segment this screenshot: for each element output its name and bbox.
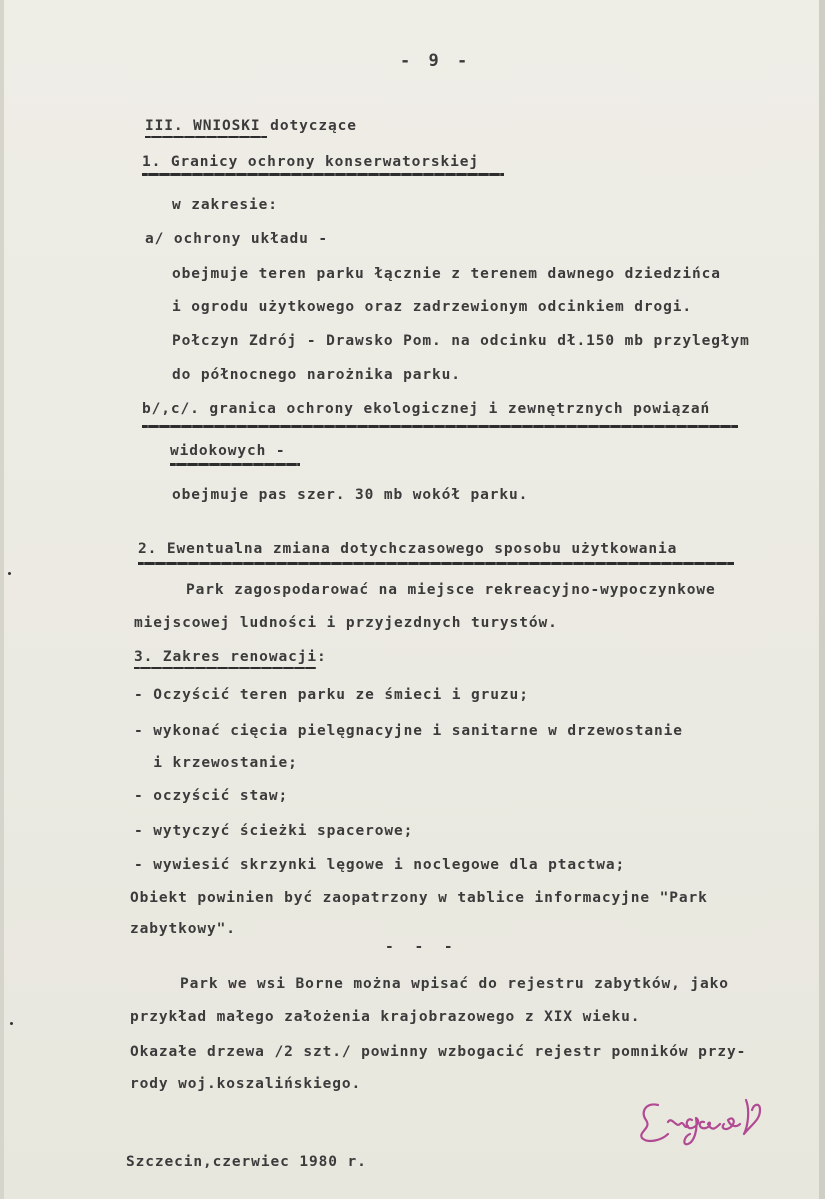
section3-underline <box>134 667 316 669</box>
item-bc-line: obejmuje pas szer. 30 mb wokół parku. <box>172 487 529 503</box>
section-heading: III. WNIOSKI dotyczące <box>145 118 357 134</box>
handwritten-signature <box>628 1080 798 1150</box>
section3-line: - oczyścić staw; <box>134 788 289 804</box>
separator: - - - <box>385 939 459 955</box>
conclusion-line: Park we wsi Borne można wpisać do rejestru zabytków, jako <box>180 976 729 992</box>
conclusion-line: rody woj.koszalińskiego. <box>130 1076 362 1092</box>
scan-speck <box>10 1022 13 1025</box>
conclusion-line: przykład małego założenia krajobrazowego z XIX wieku. <box>130 1009 641 1025</box>
item-a-line: do północnego narożnika parku. <box>172 367 461 383</box>
item-a-line: obejmuje teren parku łącznie z terenem dawnego dziedzińca <box>172 266 721 282</box>
section3-line: - wykonać cięcia pielęgnacyjne i sanitarne w drzewostanie <box>134 723 683 739</box>
section3-title: 3. Zakres renowacji: <box>134 649 327 665</box>
scan-speck <box>8 572 11 575</box>
section3-line: Obiekt powinien być zaopatrzony w tablice informacyjne "Park <box>130 890 708 906</box>
section1-underline <box>142 173 504 176</box>
section3-line: - Oczyścić teren parku ze śmieci i gruzu; <box>134 687 529 703</box>
item-bc-label: b/,c/. granica ochrony ekologicznej i zewnętrznych powiązań <box>142 401 711 417</box>
item-a-label: a/ ochrony układu - <box>145 231 328 247</box>
page-number: - 9 - <box>400 51 472 71</box>
section2-underline <box>138 562 734 565</box>
section2-line: miejscowej ludności i przyjezdnych turystów. <box>134 615 558 631</box>
item-bc-label-cont: widokowych - <box>170 443 286 459</box>
page-left-edge <box>0 0 4 1199</box>
page-right-edge <box>819 0 825 1199</box>
item-bc-underline-cont <box>170 463 300 466</box>
section1-title: 1. Granicy ochrony konserwatorskiej <box>142 154 480 170</box>
section2-title: 2. Ewentualna zmiana dotychczasowego sposobu użytkowania <box>138 541 678 557</box>
section3-line: - wytyczyć ścieżki spacerowe; <box>134 823 414 839</box>
heading-underline <box>145 136 267 138</box>
scope-label: w zakresie: <box>172 197 278 213</box>
place-date: Szczecin,czerwiec 1980 r. <box>126 1154 367 1170</box>
item-a-line: i ogrodu użytkowego oraz zadrzewionym odcinkiem drogi. <box>172 299 693 315</box>
section3-line: - wywiesić skrzynki lęgowe i noclegowe dla ptactwa; <box>134 857 626 873</box>
section3-line: i krzewostanie; <box>134 755 298 771</box>
item-a-line: Połczyn Zdrój - Drawsko Pom. na odcinku dł.150 mb przyległym <box>172 333 750 349</box>
conclusion-line: Okazałe drzewa /2 szt./ powinny wzbogacić rejestr pomników przy- <box>130 1044 747 1060</box>
section2-line: Park zagospodarować na miejsce rekreacyjno-wypoczynkowe <box>186 582 716 598</box>
item-bc-underline <box>142 425 738 428</box>
section3-line: zabytkowy". <box>130 921 236 937</box>
